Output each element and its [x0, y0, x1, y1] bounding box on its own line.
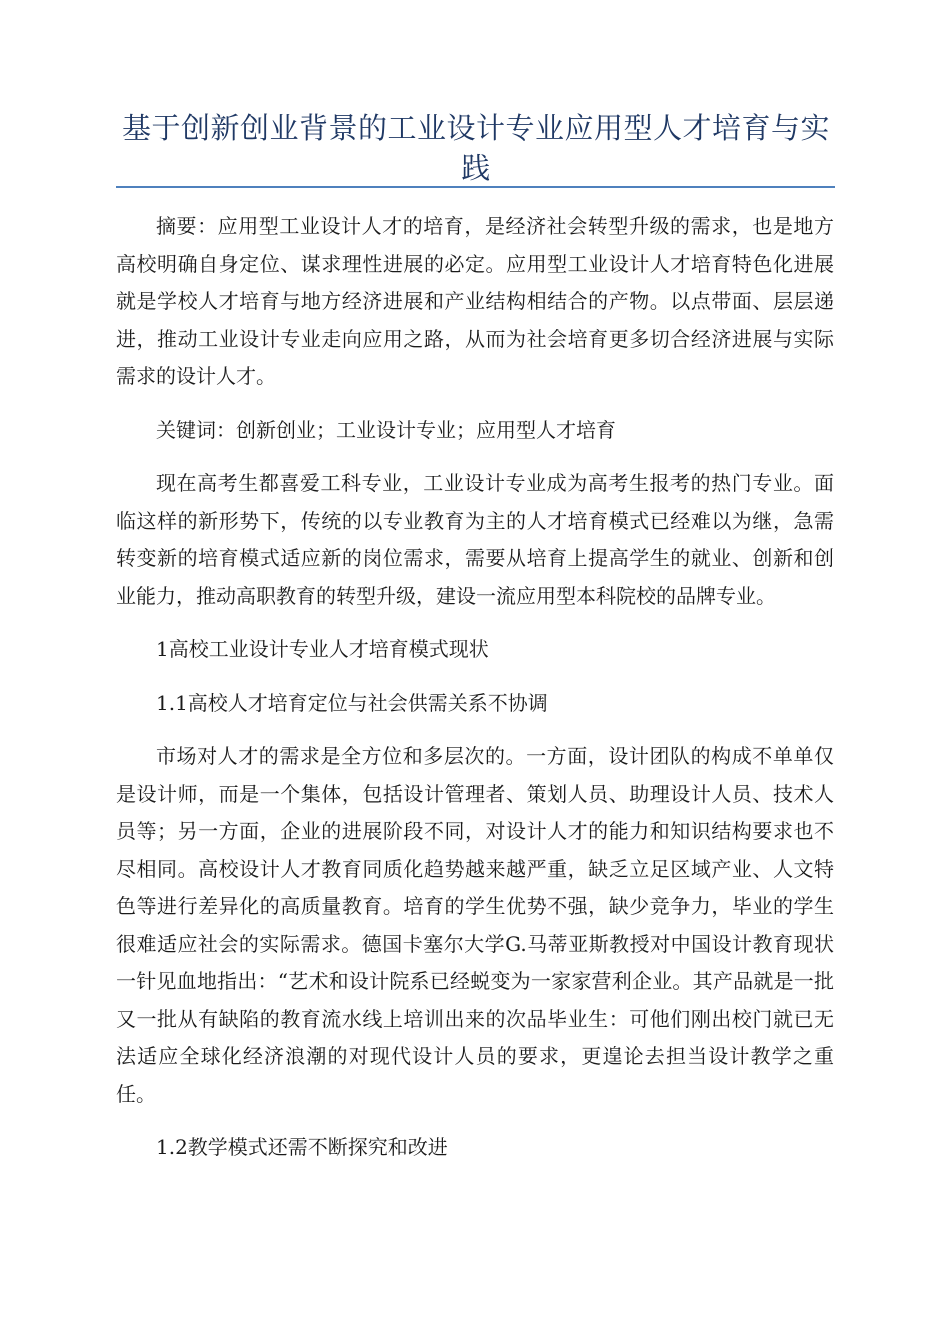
subsection-heading-1-1: 1.1高校人才培育定位与社会供需关系不协调: [156, 690, 548, 715]
section-heading-1: 1高校工业设计专业人才培育模式现状: [156, 637, 489, 661]
title-divider: [116, 186, 835, 188]
intro-paragraph: 现在高考生都喜爱工科专业，工业设计专业成为高考生报考的热门专业。面临这样的新形势下，传统的以专业教育为主的人才培育模式已经难以为继，急需转变新的培育模式适应新的岗位需求，需要从培育上提高学生的就业、创新和创业能力，推动高职教育的转型升级，建设一流应用型本科院校的品牌专业。: [116, 471, 834, 608]
document-body: [116, 208, 834, 1183]
body-paragraph: 市场对人才的需求是全方位和多层次的。一方面，设计团队的构成不单单仅是设计师，而是一个集体，包括设计管理者、策划人员、助理设计人员、技术人员等；另一方面，企业的进展阶段不同，对设计人才的能力和知识结构要求也不尽相同。高校设计人才教育同质化趋势越来越严重，缺乏立足区域产业、人文特色等进行差异化的高质量教育。培育的学生优势不强，缺少竞争力，毕业的学生很难适应社会的实际需求。德国卡塞尔大学G.马蒂亚斯教授对中国设计教育现状一针见血地指出：“艺术和设计院系已经蜕变为一家家营利企业。其产品就是一批又一批从有缺陷的教育流水线上培训出来的次品毕业生：可他们刚出校门就已无法适应全球化经济浪潮的对现代设计人员的要求，更遑论去担当设计教学之重任。: [116, 744, 834, 1106]
keywords-paragraph: 关键词：创新创业；工业设计专业；应用型人才培育: [156, 417, 616, 442]
document-title: 基于创新创业背景的工业设计专业应用型人才培育与实践: [121, 111, 830, 185]
subsection-heading-1-2: 1.2教学模式还需不断探究和改进: [156, 1135, 448, 1159]
abstract-paragraph: 摘要：应用型工业设计人才的培育，是经济社会转型升级的需求，也是地方高校明确自身定位、谋求理性进展的必定。应用型工业设计人才培育特色化进展就是学校人才培育与地方经济进展和产业结构相结合的产物。以点带面、层层递进，推动工业设计专业走向应用之路，从而为社会培育更多切合经济进展与实际需求的设计人才。: [116, 214, 834, 388]
